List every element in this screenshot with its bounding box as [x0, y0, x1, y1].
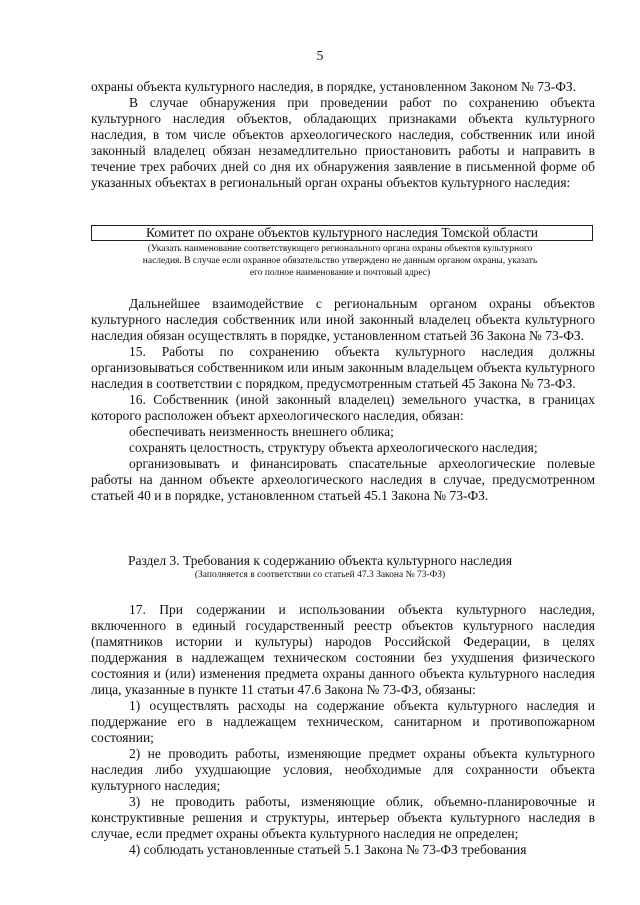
- requirement-item-1: 1) осуществлять расходы на содержание объекта культурного наследия и поддержание его в надлежащем техническом, санитарном и противопожарном состоянии;: [91, 698, 595, 745]
- obligations-block: [91, 296, 595, 504]
- page-number: 5: [316, 48, 324, 63]
- section-title: Раздел 3. Требования к содержанию объекта культурного наследия: [127, 553, 513, 568]
- obligation-item-2: сохранять целостность, структуру объекта археологического наследия;: [129, 440, 538, 455]
- obligation-item-1: обеспечивать неизменность внешнего облика;: [129, 424, 394, 439]
- paragraph-16: 16. Собственник (иной законный владелец) земельного участка, в границах которого расположен объект археологического наследия, обязан:: [91, 392, 595, 423]
- intro-continuation: охраны объекта культурного наследия, в порядке, установленном Законом № 73-ФЗ.: [91, 79, 577, 94]
- obligation-item-3: организовывать и финансировать спасательные археологические полевые работы на данном объекте археологического наследия в случае, предусмотренном статьей 40 и в порядке, установленном статьей 45.1 Закона № 73-ФЗ.: [91, 456, 595, 503]
- intro-block: [91, 79, 595, 191]
- paragraph-15: 15. Работы по сохранению объекта культурного наследия должны организовываться собственником или иным законным владельцем объекта культурного наследия в соответствии с порядком, предусмотренным статьей 45 Закона № 73-ФЗ.: [91, 344, 595, 391]
- paragraph-17: 17. При содержании и использовании объекта культурного наследия, включенного в единый государственный реестр объектов культурного наследия (памятников истории и культуры) народов Российской Федерации, в целях поддержания в надлежащем техническом состоянии без ухудшения физического состояния и (или) изменения предмета охраны данного объекта культурного наследия лица, указанные в пункте 11 статьи 47.6 Закона № 73-ФЗ, обязаны:: [91, 602, 595, 697]
- requirement-item-3: 3) не проводить работы, изменяющие облик, объемно-планировочные и конструктивные решения и структуры, интерьер объекта культурного наследия в случае, если предмет охраны объекта культурного наследия не определен;: [91, 794, 595, 841]
- paragraph-interaction: Дальнейшее взаимодействие с региональным органом охраны объектов культурного наследия собственник или иной законный владелец объекта культурного наследия обязан осуществлять в порядке, установленном статьей 36 Закона № 73-ФЗ.: [91, 296, 595, 343]
- intro-paragraph: В случае обнаружения при проведении работ по сохранению объекта культурного наследия объектов, обладающих признаками объекта культурного наследия, в том числе объектов археологического наследия, собственник или иной законный владелец обязан незамедлительно приостановить работы и направить в течение трех рабочих дней со дня их обнаружения заявление в письменной форме об указанных объектах в региональный орган охраны объектов культурного наследия:: [91, 95, 595, 190]
- authority-field-note: (Указать наименование соответствующего регионального органа охраны объектов культурного наследия. В случае если охранное обязательство утверждено не данным органом охраны, указать его полное наименование и почтовый адрес): [142, 244, 538, 278]
- requirement-item-4: 4) соблюдать установленные статьей 5.1 Закона № 73-ФЗ требования: [129, 842, 527, 857]
- section-block: [91, 602, 595, 858]
- requirement-item-2: 2) не проводить работы, изменяющие предмет охраны объекта культурного наследия либо ухудшающие условия, необходимые для сохранности объекта культурного наследия;: [91, 746, 595, 793]
- authority-field: Комитет по охране объектов культурного наследия Томской области: [91, 225, 593, 241]
- section-note: (Заполняется в соответствии со статьей 47.3 Закона № 73-ФЗ): [194, 570, 446, 580]
